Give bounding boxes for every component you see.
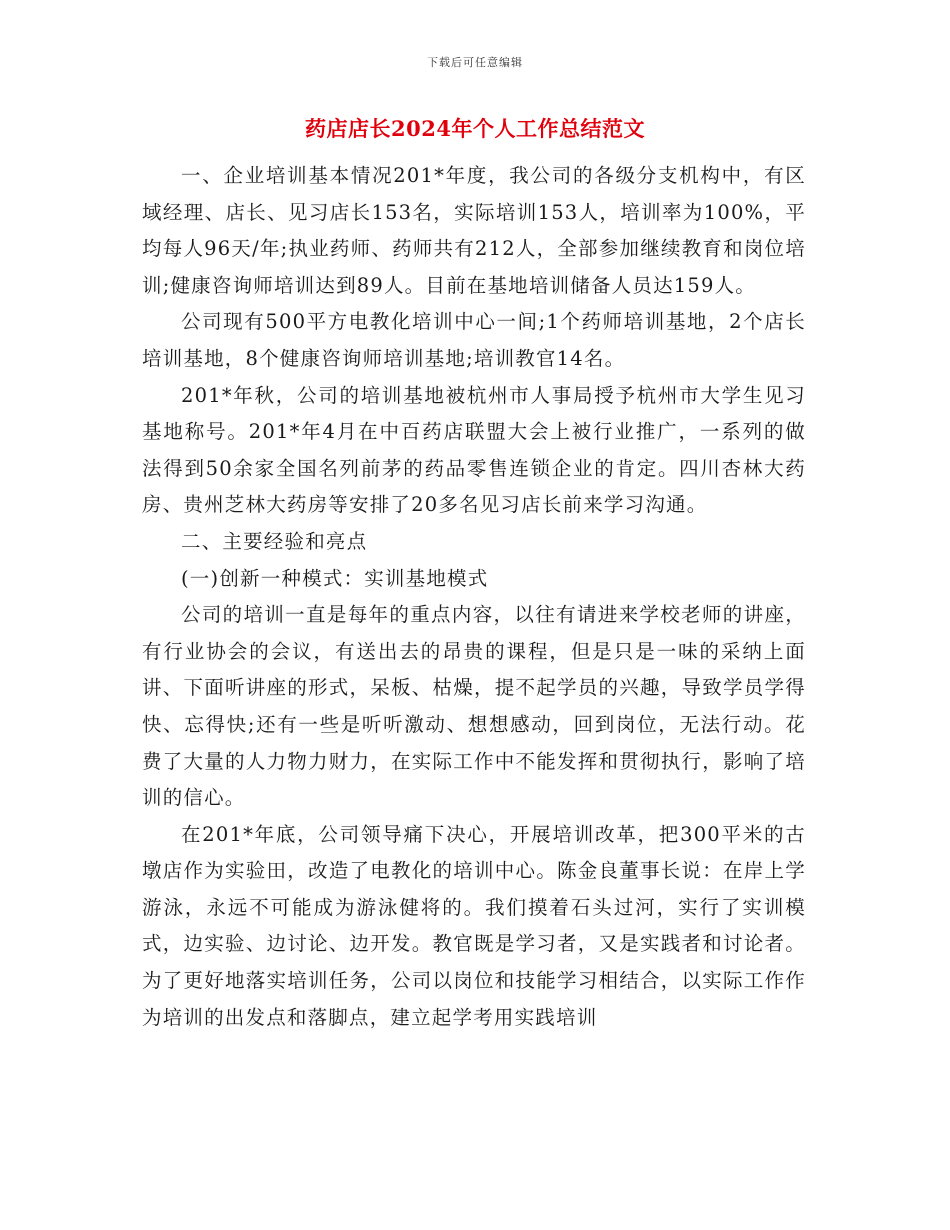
paragraph-reform: 在201*年底，公司领导痛下决心，开展培训改革，把300平米的古墩店作为实验田，改造了电教化的培训中心。陈金良董事长说：在岸上学游泳，永远不可能成为游泳健将的。我们摸着石头过河，实行了实训模式，边实验、边讨论、边开发。教官既是学习者，又是实践者和讨论者。为了更好地落实培训任务，公司以岗位和技能学习相结合，以实际工作作为培训的出发点和落脚点，建立起学考用实践培训 bbox=[142, 822, 806, 1029]
section-heading-experience: 二、主要经验和亮点 bbox=[181, 529, 368, 553]
header-note: 下载后可任意编辑 bbox=[427, 56, 523, 69]
document-body bbox=[142, 158, 806, 1036]
document-title: 药店店长2024年个人工作总结范文 bbox=[305, 116, 645, 141]
subsection-heading-model: (一)创新一种模式：实训基地模式 bbox=[181, 566, 489, 590]
paragraph-facilities: 公司现有500平方电教化培训中心一间;1个药师培训基地，2个店长培训基地，8个健康咨询师培训基地;培训教官14名。 bbox=[142, 310, 806, 370]
paragraph-past-training: 公司的培训一直是每年的重点内容，以往有请进来学校老师的讲座，有行业协会的会议，有送出去的昂贵的课程，但是只是一味的采纳上面讲、下面听讲座的形式，呆板、枯燥，提不起学员的兴趣，导致学员学得快、忘得快;还有一些是听听激动、想想感动，回到岗位，无法行动。花费了大量的人力物力财力，在实际工作中不能发挥和贯彻执行，影响了培训的信心。 bbox=[142, 603, 806, 810]
paragraph-recognition: 201*年秋，公司的培训基地被杭州市人事局授予杭州市大学生见习基地称号。201*年4月在中百药店联盟大会上被行业推广，一系列的做法得到50余家全国名列前茅的药品零售连锁企业的肯定。四川杏林大药房、贵州芝林大药房等安排了20多名见习店长前来学习沟通。 bbox=[142, 383, 806, 517]
paragraph-training-overview: 一、企业培训基本情况201*年度，我公司的各级分支机构中，有区域经理、店长、见习店长153名，实际培训153人，培训率为100%，平均每人96天/年;执业药师、药师共有212人，全部参加继续教育和岗位培训;健康咨询师培训达到89人。目前在基地培训储备人员达159人。 bbox=[142, 164, 806, 297]
